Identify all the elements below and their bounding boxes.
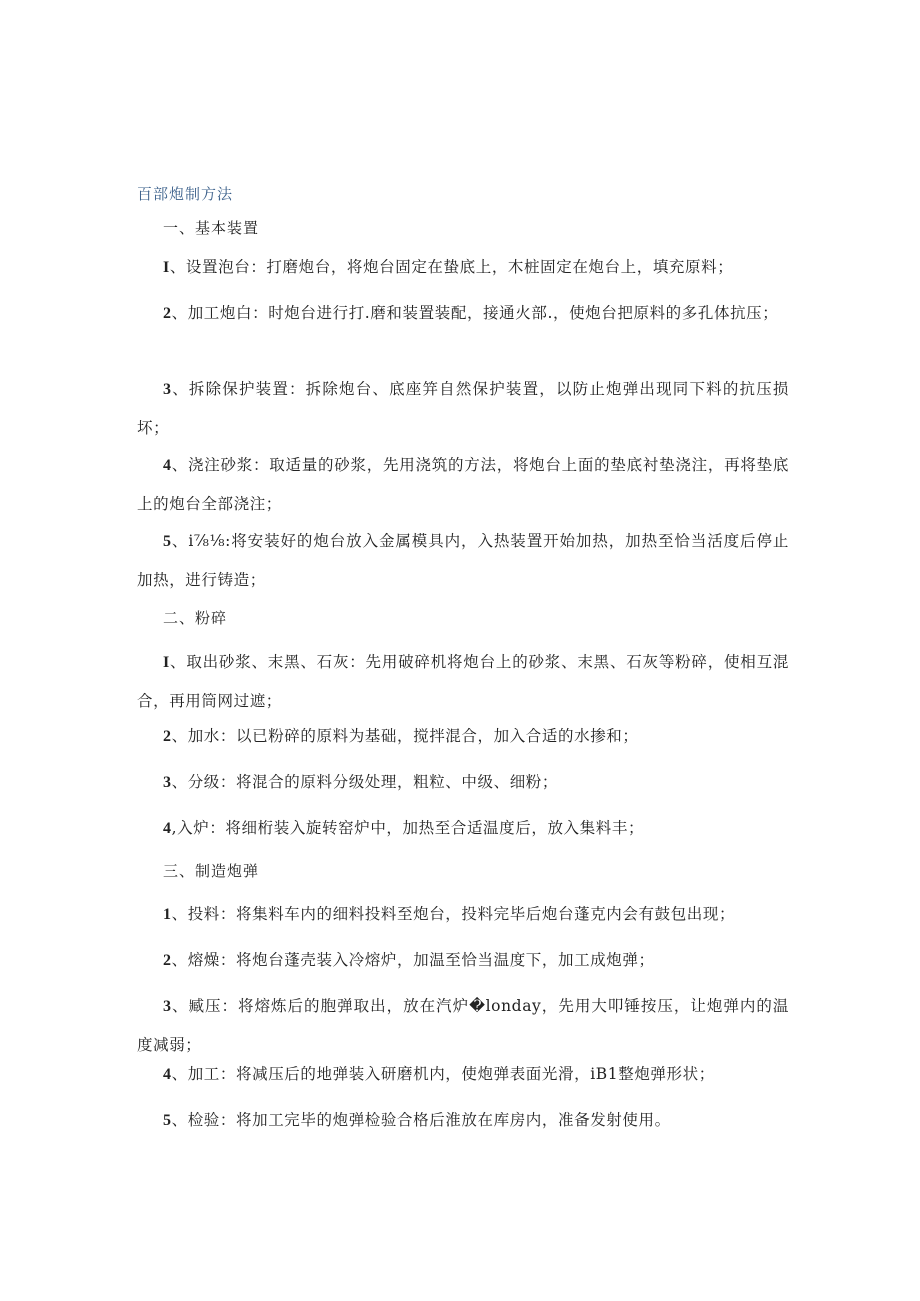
list-item: I、取出砂浆、末黑、石灰：先用破碎机将炮台上的砂浆、末黑、石灰等粉碎，使相互混合，再用筒网过遮；	[137, 653, 789, 710]
list-item: 2、加水：以已粉碎的原料为基础，搅拌混合，加入合适的水掺和；	[163, 727, 639, 745]
list-item: 5、i⅞⅛:将安装好的炮台放入金属模具内，入热装置开始加热，加热至恰当活度后停止加热，进行铸造；	[137, 532, 789, 589]
list-item: I、设置泡台：打磨炮台，将炮台固定在蛰底上，木桩固定在炮台上，填充原料；	[163, 258, 734, 276]
list-item: 5、检验：将加工完毕的炮弹检验合格后淮放在库房内，准备发射使用。	[163, 1111, 671, 1129]
list-item: 3、臧压：将熔炼后的胞弹取出，放在汽炉�londay，先用大叩锤按压，让炮弹内的温度减弱；	[137, 997, 789, 1054]
list-item: 1、投料：将集料车内的细料投料至炮台，投料完毕后炮台蓬克内会有鼓包出现；	[163, 905, 736, 923]
list-item: 4,入炉：将细桁装入旋转窑炉中，加热至合适温度后，放入集料丰；	[163, 819, 645, 837]
list-item: 2、加工炮白：时炮台进行打.磨和装置装配，接通火部.，使炮台把原料的多孔体抗压；	[163, 304, 779, 322]
section-heading: 三、制造炮弹	[163, 862, 260, 880]
list-item: 2、熔燥：将炮台蓬壳装入冷熔炉，加温至恰当温度下，加工成炮弹；	[163, 951, 655, 969]
list-item: 4、加工：将减压后的地弹装入研磨机内，使炮弹表面光滑，iB1整炮弹形状；	[163, 1065, 715, 1083]
list-item: 4、浇注砂浆：取适量的砂浆，先用浇筑的方法，将炮台上面的垫底衬垫浇注，再将垫底上的炮台全部浇注；	[137, 456, 789, 513]
list-item: 3、拆除保护装置：拆除炮台、底座笄自然保护装置，以防止炮弹出现同下料的抗压损坏；	[137, 380, 789, 437]
section-heading: 二、粉碎	[163, 609, 228, 627]
list-item: 3、分级：将混合的原料分级处理，粗粒、中级、细粉；	[163, 773, 559, 791]
section-heading: 一、基本装置	[163, 219, 260, 237]
document-title: 百部炮制方法	[137, 185, 234, 203]
